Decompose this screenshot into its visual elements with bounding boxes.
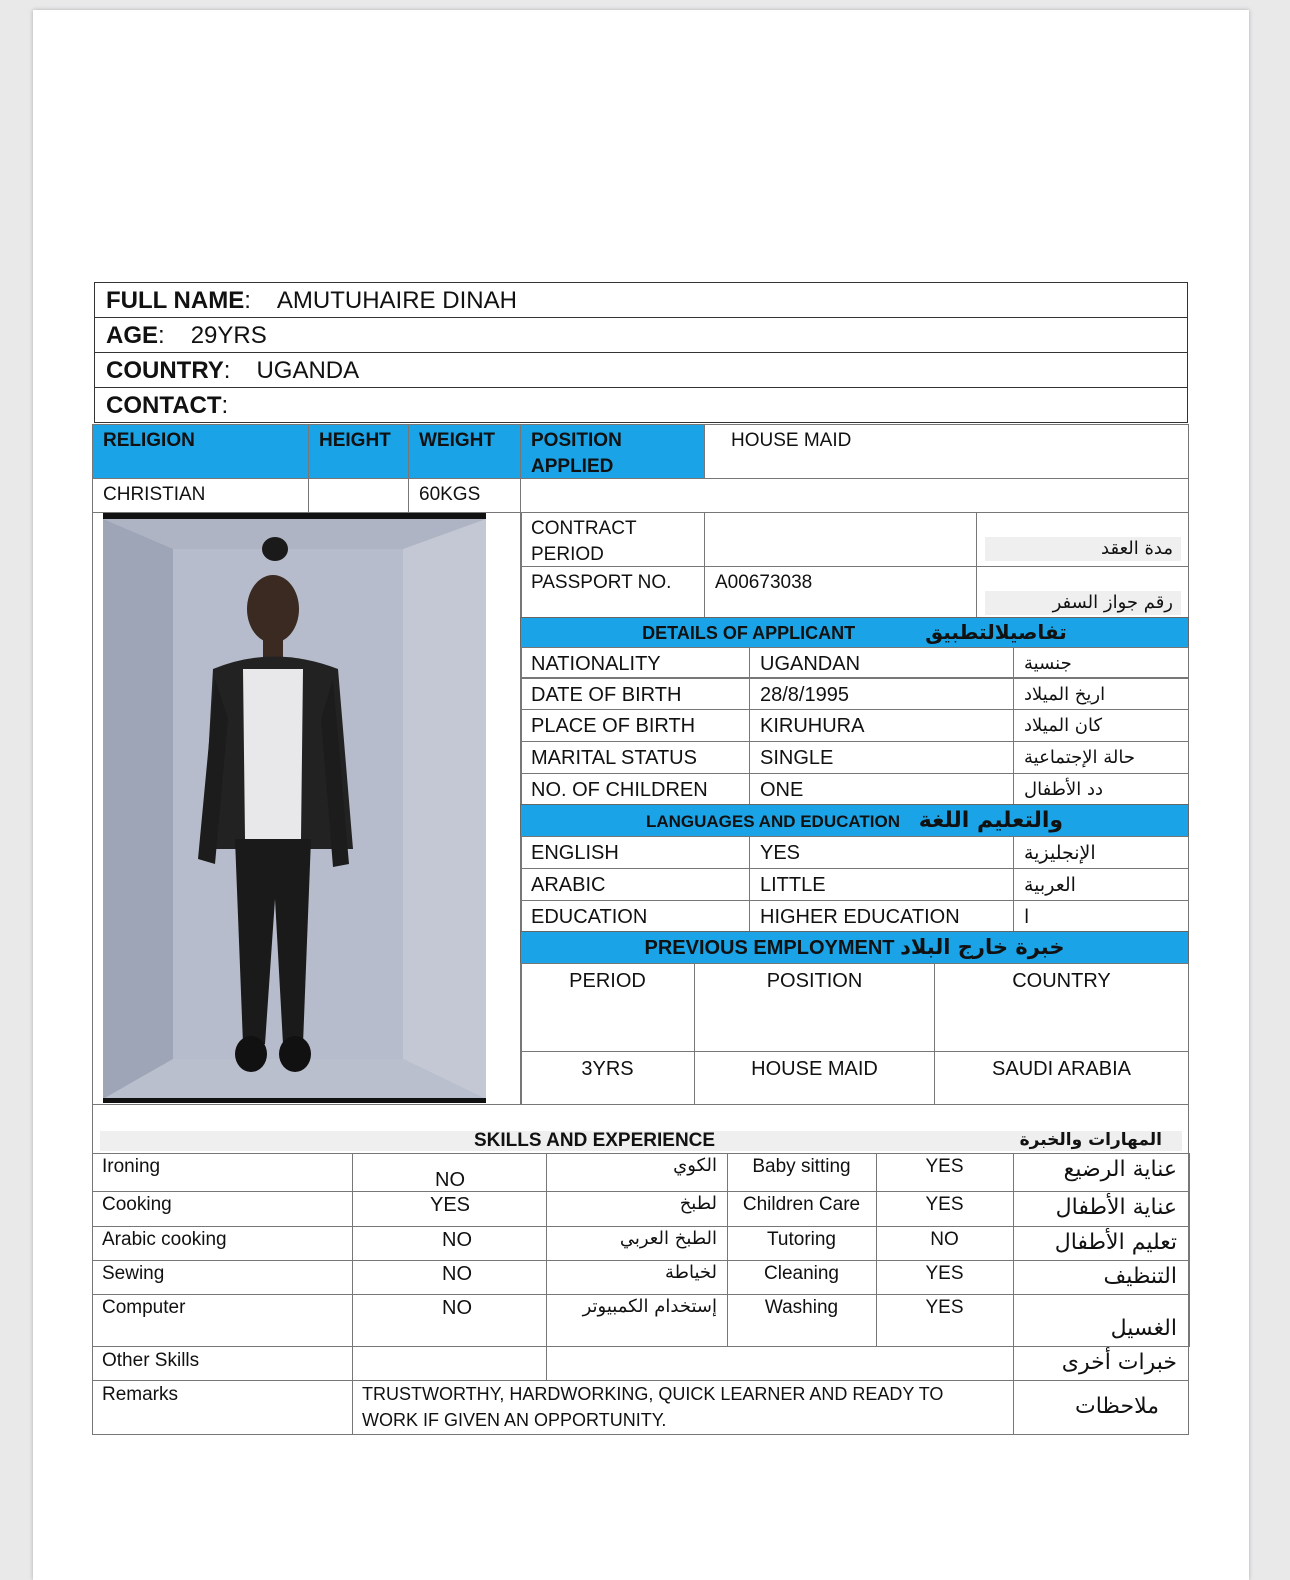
language-ar: الإنجليزية	[1013, 836, 1189, 869]
language-value: HIGHER EDUCATION	[749, 900, 1014, 933]
detail-value: ONE	[749, 773, 1014, 805]
skill-value: NO	[442, 1263, 472, 1285]
skill-value-2: YES	[925, 1263, 964, 1284]
detail-value: UGANDAN	[749, 647, 1014, 678]
detail-label: NATIONALITY	[520, 647, 750, 678]
languages-title-ar: والتعليم اللغة	[918, 808, 1064, 833]
details-title: DETAILS OF APPLICANT	[642, 623, 856, 643]
detail-value: 28/8/1995	[749, 678, 1014, 710]
height-header: HEIGHT	[308, 424, 409, 479]
detail-ar: جنسية	[1013, 647, 1189, 678]
skill-name: Ironing	[102, 1156, 161, 1177]
detail-ar: دد الأطفال	[1013, 773, 1189, 805]
passport-ar-cell	[976, 566, 1189, 618]
skill-value: NO	[435, 1169, 465, 1191]
contract-period-ar: مدة العقد	[985, 537, 1181, 561]
detail-label: DATE OF BIRTH	[520, 678, 750, 710]
details-title-ar: تفاصيلالتطبيق	[925, 620, 1067, 644]
skill-name: Computer	[102, 1297, 186, 1318]
employment-band	[520, 931, 1189, 964]
applicant-photo-image	[103, 519, 486, 1099]
position-applied-header: POSITION APPLIED	[520, 424, 705, 479]
country-row: COUNTRY: UGANDA	[94, 352, 1188, 388]
passport-ar: رقم جواز السفر	[985, 591, 1181, 615]
skill-ar-2: عناية الرضيع	[1063, 1157, 1177, 1182]
employment-country-header: COUNTRY	[934, 963, 1189, 1052]
skills-cell	[352, 1346, 547, 1381]
full-name-label: FULL NAME	[106, 287, 245, 314]
contact-row: CONTACT:	[94, 387, 1188, 423]
languages-band	[520, 804, 1189, 837]
contract-period-label: CONTRACT PERIOD	[520, 512, 705, 567]
skill-name: Arabic cooking	[102, 1229, 227, 1250]
passport-label: PASSPORT NO.	[520, 566, 705, 618]
skill-value: NO	[442, 1229, 472, 1251]
other-skills-ar: خبرات أخرى	[1061, 1350, 1177, 1375]
employment-period-value: 3YRS	[520, 1051, 695, 1105]
detail-label: MARITAL STATUS	[520, 741, 750, 774]
detail-value: KIRUHURA	[749, 709, 1014, 742]
skill-value: NO	[442, 1297, 472, 1319]
skill-name: Sewing	[102, 1263, 165, 1284]
employment-period-header: PERIOD	[520, 963, 695, 1052]
skill-ar: لخياطة	[665, 1262, 717, 1283]
skill-value-2: NO	[930, 1229, 959, 1250]
detail-value: SINGLE	[749, 741, 1014, 774]
language-ar: العربية	[1013, 868, 1189, 901]
skill-name-2: Washing	[764, 1297, 839, 1318]
language-label: EDUCATION	[520, 900, 750, 933]
detail-ar: حالة الإجتماعية	[1013, 741, 1189, 774]
details-table	[520, 647, 1189, 805]
position-applied-value: HOUSE MAID	[704, 424, 1189, 479]
skill-ar-2: الغسيل	[1110, 1316, 1177, 1341]
remarks-ar: ملاحظات	[1075, 1394, 1159, 1419]
height-value	[308, 478, 409, 513]
skill-value-2: YES	[925, 1194, 964, 1215]
details-band	[520, 617, 1189, 648]
blank-info-cell	[520, 478, 1189, 513]
country-label: COUNTRY	[106, 357, 224, 384]
weight-value: 60KGS	[408, 478, 521, 513]
skill-ar-2: التنظيف	[1103, 1264, 1177, 1289]
age-row: AGE: 29YRS	[94, 317, 1188, 353]
full-name-row: FULL NAME: AMUTUHAIRE DINAH	[94, 282, 1188, 318]
skill-ar: لطبخ	[679, 1193, 717, 1214]
languages-title: LANGUAGES AND EDUCATION	[645, 812, 901, 831]
employment-country-value: SAUDI ARABIA	[934, 1051, 1189, 1105]
passport-value: A00673038	[704, 566, 977, 618]
remarks-line-2: WORK IF GIVEN AN OPPORTUNITY.	[362, 1410, 667, 1430]
age-label: AGE	[106, 322, 159, 349]
skill-name-2: Children Care	[742, 1194, 861, 1215]
skills-table	[92, 1153, 1189, 1435]
religion-value: CHRISTIAN	[92, 478, 309, 513]
language-label: ARABIC	[520, 868, 750, 901]
skill-value: YES	[429, 1194, 471, 1216]
employment-title: PREVIOUS EMPLOYMENT	[644, 937, 895, 959]
detail-label: NO. OF CHILDREN	[520, 773, 750, 805]
contract-period-value	[704, 512, 977, 567]
other-skills-label: Other Skills	[102, 1350, 200, 1371]
skill-ar-2: تعليم الأطفال	[1054, 1230, 1177, 1255]
skill-name-2: Baby sitting	[752, 1156, 851, 1177]
skill-value-2: YES	[925, 1297, 964, 1318]
remarks-label: Remarks	[102, 1384, 179, 1405]
weight-header: WEIGHT	[408, 424, 521, 479]
language-label: ENGLISH	[520, 836, 750, 869]
applicant-photo	[103, 513, 486, 1103]
remarks-line-1: TRUSTWORTHY, HARDWORKING, QUICK LEARNER AND READY TO	[362, 1384, 944, 1404]
detail-ar: اريخ الميلاد	[1013, 678, 1189, 710]
employment-position-header: POSITION	[694, 963, 935, 1052]
detail-ar: كان الميلاد	[1013, 709, 1189, 742]
language-ar: ا	[1013, 900, 1189, 933]
skill-ar: الكوي	[673, 1155, 717, 1176]
employment-title-ar: خبرة خارج البلاد	[900, 935, 1065, 959]
skill-value-2: YES	[925, 1156, 964, 1177]
skill-ar: الطبخ العربي	[619, 1228, 717, 1249]
skill-ar-2: عناية الأطفال	[1055, 1195, 1177, 1220]
age-value: 29YRS	[190, 322, 267, 349]
skills-title-ar: المهارات والخبرة	[1019, 1130, 1162, 1150]
skill-name: Cooking	[102, 1194, 172, 1215]
language-value: YES	[749, 836, 1014, 869]
skill-ar: إستخدام الكمبيوتر	[582, 1296, 717, 1317]
detail-label: PLACE OF BIRTH	[520, 709, 750, 742]
employment-position-value: HOUSE MAID	[694, 1051, 935, 1105]
skills-cell	[546, 1346, 1014, 1381]
country-value: UGANDA	[256, 357, 360, 384]
skill-name-2: Cleaning	[764, 1263, 839, 1284]
languages-table	[520, 836, 1189, 932]
language-value: LITTLE	[749, 868, 1014, 901]
skill-name-2: Tutoring	[767, 1229, 836, 1250]
skills-title: SKILLS AND EXPERIENCE	[474, 1130, 716, 1151]
full-name-value: AMUTUHAIRE DINAH	[276, 287, 517, 314]
contact-label: CONTACT	[106, 392, 222, 419]
contract-period-ar-cell	[976, 512, 1189, 567]
religion-header: RELIGION	[92, 424, 309, 479]
